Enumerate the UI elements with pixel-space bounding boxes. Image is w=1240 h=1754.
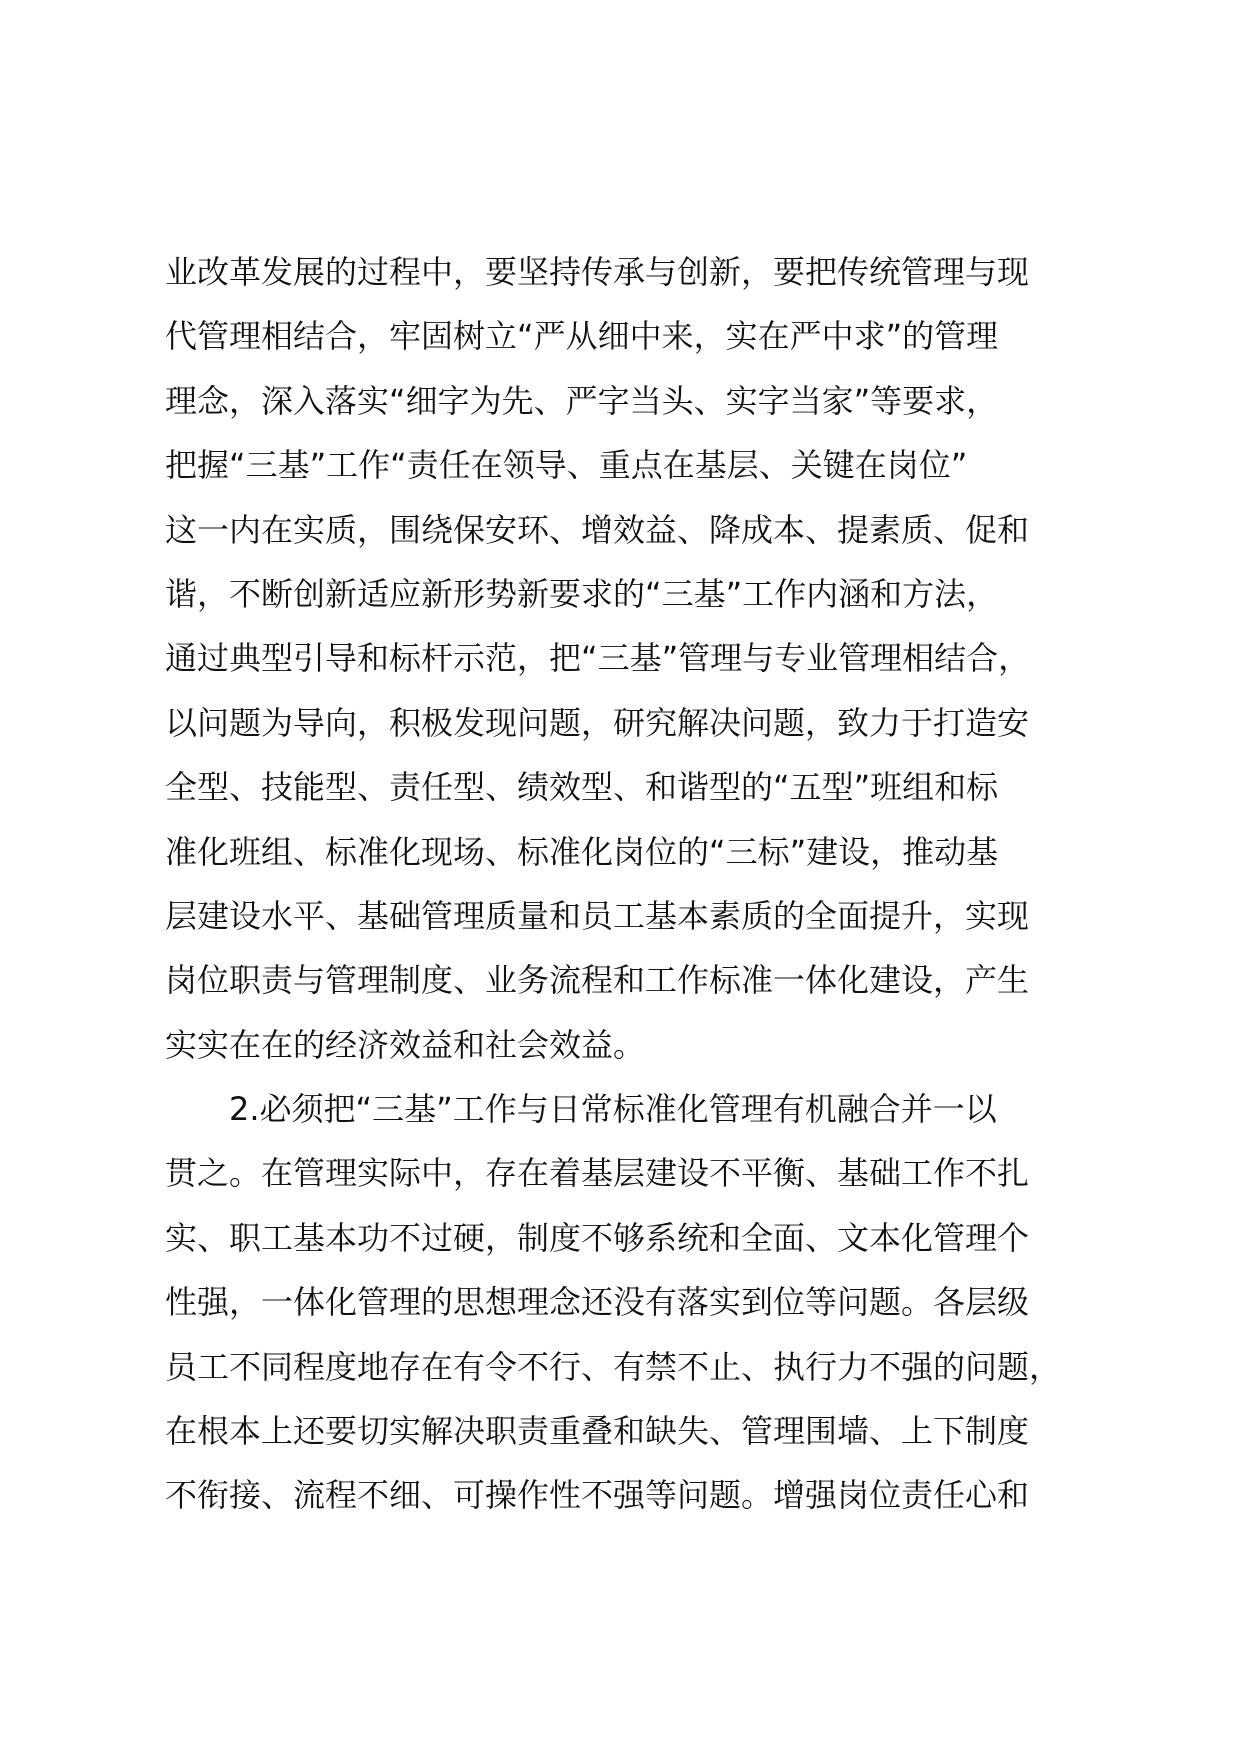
text-line: 实、职工基本功不过硬，制度不够系统和全面、文本化管理个 bbox=[165, 1218, 1030, 1257]
text-line: 业改革发展的过程中，要坚持传承与创新，要把传统管理与现 bbox=[165, 253, 1030, 291]
text-line: 贯之。在管理实际中，存在着基层建设不平衡、基础工作不扎 bbox=[165, 1154, 1030, 1193]
text-line: 以问题为导向，积极发现问题，研究解决问题，致力于打造安 bbox=[165, 703, 1030, 742]
text-line: 在根本上还要切实解决职责重叠和缺失、管理围墙、上下制度 bbox=[165, 1412, 1030, 1451]
text-line: 不衔接、流程不细、可操作性不强等问题。增强岗位责任心和 bbox=[165, 1476, 1030, 1515]
paragraph-start-line: 2.必须把“三基”工作与日常标准化管理有机融合并一以 bbox=[229, 1090, 997, 1129]
text-line: 岗位职责与管理制度、业务流程和工作标准一体化建设，产生 bbox=[165, 961, 1030, 1000]
text-line: 准化班组、标准化现场、标准化岗位的“三标”建设，推动基 bbox=[165, 832, 999, 871]
body-text bbox=[165, 240, 1105, 1528]
text-line: 谐，不断创新适应新形势新要求的“三基”工作内涵和方法， bbox=[165, 574, 999, 613]
text-line: 这一内在实质，围绕保安环、增效益、降成本、提素质、促和 bbox=[165, 510, 1030, 549]
text-line: 实实在在的经济效益和社会效益。 bbox=[165, 1025, 646, 1064]
text-line: 全型、技能型、责任型、绩效型、和谐型的“五型”班组和标 bbox=[165, 768, 999, 807]
text-line: 员工不同程度地存在有令不行、有禁不止、执行力不强的问题， bbox=[165, 1347, 1062, 1386]
text-line: 代管理相结合，牢固树立“严从细中来，实在严中求”的管理 bbox=[165, 317, 999, 356]
text-line: 层建设水平、基础管理质量和员工基本素质的全面提升，实现 bbox=[165, 896, 1030, 935]
text-line: 把握“三基”工作“责任在领导、重点在基层、关键在岗位” bbox=[165, 446, 968, 485]
text-line: 理念，深入落实“细字为先、严字当头、实字当家”等要求， bbox=[165, 381, 999, 420]
text-line: 通过典型引导和标杆示范，把“三基”管理与专业管理相结合， bbox=[165, 639, 1031, 678]
text-line: 性强，一体化管理的思想理念还没有落实到位等问题。各层级 bbox=[165, 1283, 1030, 1322]
